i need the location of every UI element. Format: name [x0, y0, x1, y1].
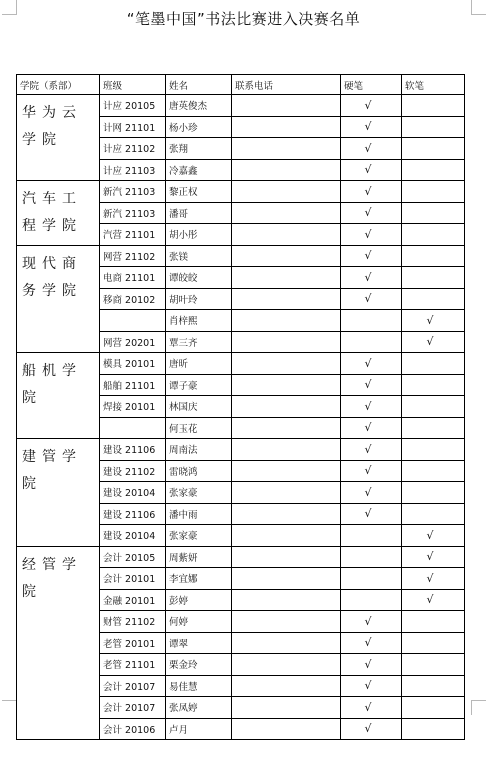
college-cell: 现代商务学院	[17, 245, 100, 353]
class-cell: 焊接 20101	[100, 396, 166, 418]
soft-brush-cell	[402, 589, 465, 611]
hard-pen-cell	[341, 181, 402, 203]
phone-cell	[232, 525, 341, 547]
soft-brush-cell	[402, 525, 465, 547]
class-cell: 会计 20107	[100, 697, 166, 719]
phone-cell	[232, 546, 341, 568]
check-mark-icon: √	[364, 184, 372, 198]
hard-pen-cell	[341, 611, 402, 633]
class-cell: 电商 21101	[100, 267, 166, 289]
check-mark-icon: √	[364, 98, 372, 112]
hard-pen-cell	[341, 460, 402, 482]
hard-pen-cell	[341, 568, 402, 590]
soft-brush-cell	[402, 353, 465, 375]
phone-cell	[232, 675, 341, 697]
name-cell: 谭皎皎	[166, 267, 232, 289]
class-cell: 会计 20106	[100, 718, 166, 740]
header-phone: 联系电话	[232, 75, 341, 95]
class-cell: 新汽 21103	[100, 181, 166, 203]
soft-brush-cell	[402, 611, 465, 633]
hard-pen-cell	[341, 353, 402, 375]
name-cell: 肖梓熙	[166, 310, 232, 332]
soft-brush-cell	[402, 224, 465, 246]
class-cell: 船舶 21101	[100, 374, 166, 396]
class-cell: 网营 21102	[100, 245, 166, 267]
name-cell: 张家豪	[166, 525, 232, 547]
name-cell: 潘哥	[166, 202, 232, 224]
hard-pen-cell	[341, 138, 402, 160]
hard-pen-cell	[341, 245, 402, 267]
class-cell: 建设 20104	[100, 525, 166, 547]
check-mark-icon: √	[426, 550, 434, 564]
phone-cell	[232, 632, 341, 654]
table-row	[17, 546, 465, 568]
name-cell: 杨小珍	[166, 116, 232, 138]
hard-pen-cell	[341, 267, 402, 289]
name-cell: 何婷	[166, 611, 232, 633]
name-cell: 谭子豪	[166, 374, 232, 396]
hard-pen-cell	[341, 224, 402, 246]
phone-cell	[232, 482, 341, 504]
phone-cell	[232, 95, 341, 117]
hard-pen-cell	[341, 95, 402, 117]
check-mark-icon: √	[364, 636, 372, 650]
name-cell: 唐昕	[166, 353, 232, 375]
soft-brush-cell	[402, 675, 465, 697]
phone-cell	[232, 439, 341, 461]
soft-brush-cell	[402, 159, 465, 181]
soft-brush-cell	[402, 482, 465, 504]
table-row	[17, 245, 465, 267]
header-class: 班级	[100, 75, 166, 95]
phone-cell	[232, 718, 341, 740]
table-row	[17, 95, 465, 117]
hard-pen-cell	[341, 439, 402, 461]
class-cell: 金融 20101	[100, 589, 166, 611]
check-mark-icon: √	[364, 141, 372, 155]
hard-pen-cell	[341, 546, 402, 568]
soft-brush-cell	[402, 95, 465, 117]
check-mark-icon: √	[364, 227, 372, 241]
check-mark-icon: √	[364, 614, 372, 628]
name-cell: 黎正权	[166, 181, 232, 203]
class-cell: 建设 21102	[100, 460, 166, 482]
phone-cell	[232, 611, 341, 633]
hard-pen-cell	[341, 288, 402, 310]
phone-cell	[232, 288, 341, 310]
check-mark-icon: √	[364, 679, 372, 693]
name-cell: 谭翠	[166, 632, 232, 654]
phone-cell	[232, 503, 341, 525]
check-mark-icon: √	[364, 378, 372, 392]
phone-cell	[232, 396, 341, 418]
hard-pen-cell	[341, 589, 402, 611]
soft-brush-cell	[402, 546, 465, 568]
hard-pen-cell	[341, 310, 402, 332]
check-mark-icon: √	[364, 249, 372, 263]
name-cell: 卢月	[166, 718, 232, 740]
name-cell: 张家豪	[166, 482, 232, 504]
header-name: 姓名	[166, 75, 232, 95]
phone-cell	[232, 267, 341, 289]
college-cell: 船机学院	[17, 353, 100, 439]
name-cell: 胡叶玲	[166, 288, 232, 310]
check-mark-icon: √	[364, 206, 372, 220]
soft-brush-cell	[402, 288, 465, 310]
soft-brush-cell	[402, 138, 465, 160]
check-mark-icon: √	[364, 292, 372, 306]
class-cell: 新汽 21103	[100, 202, 166, 224]
name-cell: 雷晓鸿	[166, 460, 232, 482]
hard-pen-cell	[341, 159, 402, 181]
name-cell: 覃三齐	[166, 331, 232, 353]
name-cell: 张镁	[166, 245, 232, 267]
college-cell: 华为云学院	[17, 95, 100, 181]
soft-brush-cell	[402, 460, 465, 482]
soft-brush-cell	[402, 310, 465, 332]
hard-pen-cell	[341, 417, 402, 439]
header-soft-brush: 软笔	[402, 75, 465, 95]
name-cell: 彭婷	[166, 589, 232, 611]
hard-pen-cell	[341, 697, 402, 719]
hard-pen-cell	[341, 632, 402, 654]
check-mark-icon: √	[364, 270, 372, 284]
check-mark-icon: √	[426, 528, 434, 542]
phone-cell	[232, 417, 341, 439]
phone-cell	[232, 460, 341, 482]
table-row	[17, 181, 465, 203]
hard-pen-cell	[341, 503, 402, 525]
check-mark-icon: √	[364, 657, 372, 671]
class-cell: 老管 20101	[100, 632, 166, 654]
soft-brush-cell	[402, 568, 465, 590]
check-mark-icon: √	[364, 700, 372, 714]
soft-brush-cell	[402, 503, 465, 525]
college-cell: 汽车工程学院	[17, 181, 100, 246]
soft-brush-cell	[402, 116, 465, 138]
soft-brush-cell	[402, 331, 465, 353]
phone-cell	[232, 159, 341, 181]
soft-brush-cell	[402, 439, 465, 461]
class-cell: 老管 21101	[100, 654, 166, 676]
college-cell: 经管学院	[17, 546, 100, 740]
check-mark-icon: √	[364, 356, 372, 370]
class-cell: 会计 20101	[100, 568, 166, 590]
check-mark-icon: √	[364, 722, 372, 736]
phone-cell	[232, 654, 341, 676]
check-mark-icon: √	[364, 507, 372, 521]
hard-pen-cell	[341, 525, 402, 547]
check-mark-icon: √	[426, 313, 434, 327]
table-row	[17, 353, 465, 375]
class-cell: 计网 21101	[100, 116, 166, 138]
name-cell: 李宜娜	[166, 568, 232, 590]
class-cell: 计应 20105	[100, 95, 166, 117]
name-cell: 胡小彤	[166, 224, 232, 246]
phone-cell	[232, 331, 341, 353]
check-mark-icon: √	[364, 421, 372, 435]
hard-pen-cell	[341, 654, 402, 676]
check-mark-icon: √	[364, 485, 372, 499]
check-mark-icon: √	[364, 120, 372, 134]
soft-brush-cell	[402, 202, 465, 224]
name-cell: 冷嘉鑫	[166, 159, 232, 181]
hard-pen-cell	[341, 331, 402, 353]
phone-cell	[232, 245, 341, 267]
class-cell: 计应 21103	[100, 159, 166, 181]
crop-mark-bottom-right	[471, 700, 486, 715]
name-cell: 唐英俊杰	[166, 95, 232, 117]
check-mark-icon: √	[426, 593, 434, 607]
class-cell: 建设 21106	[100, 439, 166, 461]
name-cell: 易佳慧	[166, 675, 232, 697]
class-cell: 计应 21102	[100, 138, 166, 160]
header-college: 学院（系部）	[17, 75, 100, 95]
class-cell: 网营 20201	[100, 331, 166, 353]
table-header-row	[17, 75, 465, 95]
class-cell: 会计 20107	[100, 675, 166, 697]
class-cell	[100, 310, 166, 332]
document-title: “笔墨中国”书法比赛进入决赛名单	[126, 10, 361, 28]
phone-cell	[232, 224, 341, 246]
class-cell: 汽营 21101	[100, 224, 166, 246]
check-mark-icon: √	[426, 335, 434, 349]
check-mark-icon: √	[364, 399, 372, 413]
class-cell	[100, 417, 166, 439]
hard-pen-cell	[341, 396, 402, 418]
soft-brush-cell	[402, 697, 465, 719]
hard-pen-cell	[341, 718, 402, 740]
hard-pen-cell	[341, 675, 402, 697]
check-mark-icon: √	[426, 571, 434, 585]
phone-cell	[232, 138, 341, 160]
phone-cell	[232, 353, 341, 375]
name-cell: 何玉花	[166, 417, 232, 439]
soft-brush-cell	[402, 396, 465, 418]
soft-brush-cell	[402, 417, 465, 439]
phone-cell	[232, 589, 341, 611]
name-cell: 林国庆	[166, 396, 232, 418]
name-cell: 张凤婷	[166, 697, 232, 719]
phone-cell	[232, 310, 341, 332]
phone-cell	[232, 202, 341, 224]
check-mark-icon: √	[364, 464, 372, 478]
soft-brush-cell	[402, 632, 465, 654]
phone-cell	[232, 116, 341, 138]
soft-brush-cell	[402, 267, 465, 289]
crop-mark-bottom-left	[2, 700, 17, 715]
name-cell: 张翔	[166, 138, 232, 160]
check-mark-icon: √	[364, 442, 372, 456]
class-cell: 建设 21106	[100, 503, 166, 525]
check-mark-icon: √	[364, 163, 372, 177]
phone-cell	[232, 697, 341, 719]
hard-pen-cell	[341, 482, 402, 504]
hard-pen-cell	[341, 374, 402, 396]
soft-brush-cell	[402, 181, 465, 203]
phone-cell	[232, 568, 341, 590]
soft-brush-cell	[402, 374, 465, 396]
name-cell: 周紫妍	[166, 546, 232, 568]
header-hard-pen: 硬笔	[341, 75, 402, 95]
phone-cell	[232, 181, 341, 203]
soft-brush-cell	[402, 654, 465, 676]
class-cell: 移商 20102	[100, 288, 166, 310]
name-cell: 周南法	[166, 439, 232, 461]
soft-brush-cell	[402, 718, 465, 740]
hard-pen-cell	[341, 202, 402, 224]
table-row	[17, 439, 465, 461]
phone-cell	[232, 374, 341, 396]
class-cell: 模具 20101	[100, 353, 166, 375]
name-cell: 潘中雨	[166, 503, 232, 525]
class-cell: 财管 21102	[100, 611, 166, 633]
finalist-table-body	[17, 75, 465, 740]
name-cell: 栗金玲	[166, 654, 232, 676]
hard-pen-cell	[341, 116, 402, 138]
college-cell: 建管学院	[17, 439, 100, 547]
class-cell: 建设 20104	[100, 482, 166, 504]
finalist-table	[16, 74, 465, 740]
soft-brush-cell	[402, 245, 465, 267]
class-cell: 会计 20105	[100, 546, 166, 568]
